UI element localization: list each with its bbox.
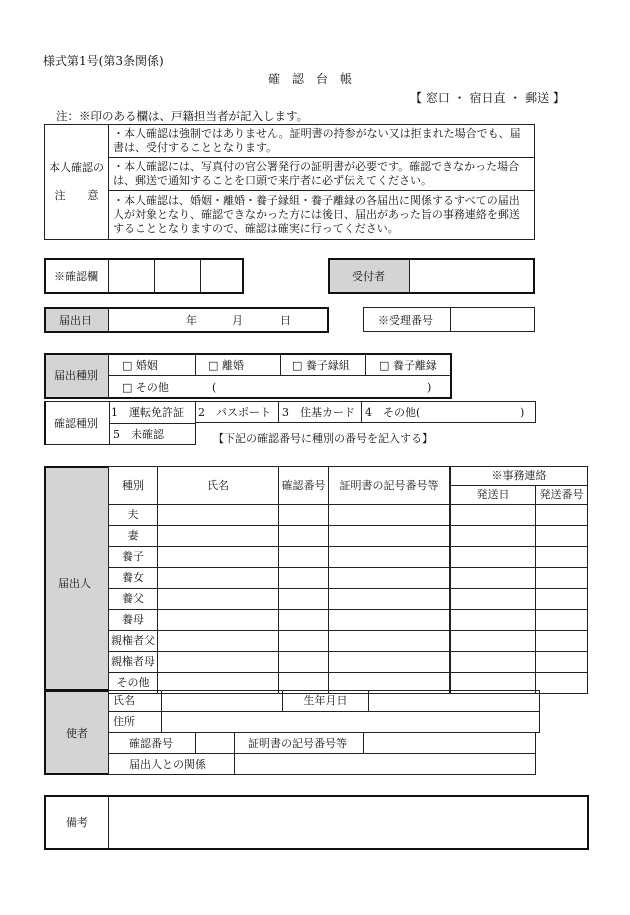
name-cell[interactable] xyxy=(158,589,279,610)
caution-table xyxy=(44,124,535,240)
confirm-box xyxy=(44,258,244,294)
date-month: 月 xyxy=(232,314,243,327)
row-adoptive-mother: 養母 xyxy=(109,610,158,631)
confirm-type-juki[interactable]: 3 住基カード xyxy=(282,406,355,419)
agent-confirm-no-input[interactable] xyxy=(196,733,234,753)
option-adoption[interactable]: □ 養子縁組 xyxy=(292,359,350,372)
agent-relation-label: 届出人との関係 xyxy=(129,758,206,771)
agent-birth-input[interactable] xyxy=(369,691,540,712)
confirm-label: ※確認欄 xyxy=(54,270,98,283)
cert-no-cell[interactable] xyxy=(329,589,450,610)
confirm-type-label: 確認種別 xyxy=(54,417,98,430)
caution-label xyxy=(45,125,109,240)
confirm-cell-3[interactable] xyxy=(200,260,242,292)
date-label-cell xyxy=(46,309,109,331)
caution-item-1: ・本人確認は強制ではありません。証明書の持参がない又は拒まれた場合でも、届書は、受付することとなります。 xyxy=(109,125,535,158)
note-text: 注：※印のある欄は、戸籍担当者が記入します。 xyxy=(56,109,309,123)
agent-confirm-no-label: 確認番号 xyxy=(129,737,173,750)
notification-type-box xyxy=(44,353,452,399)
agent-group-cell xyxy=(44,690,109,775)
row-adopted-daughter: 養女 xyxy=(109,568,158,589)
receiver-box xyxy=(328,258,535,294)
sent-date-cell[interactable] xyxy=(451,589,536,610)
confirm-no-cell[interactable] xyxy=(279,631,329,652)
caution-item-3: ・本人確認は、婚姻・離婚・養子縁組・養子離縁の各届出に関係するすべての届出人が対象となり、確認できなかった方には後日、届出があった旨の事務連絡を郵送することとなりますので、確認は確実に行ってください。 xyxy=(109,191,535,240)
sent-date-cell[interactable] xyxy=(451,631,536,652)
applicant-grid xyxy=(108,466,450,694)
remarks-label: 備考 xyxy=(66,816,88,829)
row-adoptive-father: 養父 xyxy=(109,589,158,610)
receipt-input[interactable] xyxy=(450,308,534,331)
row-guardian-father: 親権者父 xyxy=(109,631,158,652)
notification-type-label: 届出種別 xyxy=(54,369,98,382)
name-cell[interactable] xyxy=(158,547,279,568)
cert-no-cell[interactable] xyxy=(329,505,450,526)
confirm-no-cell[interactable] xyxy=(279,547,329,568)
cert-no-cell[interactable] xyxy=(329,526,450,547)
confirm-no-cell[interactable] xyxy=(279,610,329,631)
option-adoption-dissolution[interactable]: □ 養子離縁 xyxy=(379,359,437,372)
applicant-group-label: 届出人 xyxy=(58,577,91,590)
remarks-input[interactable] xyxy=(110,797,587,848)
cert-no-cell[interactable] xyxy=(329,652,450,673)
name-cell[interactable] xyxy=(158,526,279,547)
agent-confirm-row xyxy=(108,733,536,754)
confirm-cell-2[interactable] xyxy=(154,260,200,292)
sent-no-cell[interactable] xyxy=(536,673,588,694)
sent-no-cell[interactable] xyxy=(536,631,588,652)
sent-date-cell[interactable] xyxy=(451,547,536,568)
cert-no-cell[interactable] xyxy=(329,610,450,631)
form-number: 様式第1号(第3条関係) xyxy=(43,54,164,68)
row-adopted-son: 養子 xyxy=(109,547,158,568)
agent-cert-no-label: 証明書の記号番号等 xyxy=(248,737,347,750)
date-year: 年 xyxy=(186,314,197,327)
agent-grid xyxy=(108,690,540,733)
receiver-label-cell xyxy=(330,260,410,292)
agent-cert-no-input[interactable] xyxy=(364,733,535,753)
date-day: 日 xyxy=(280,314,291,327)
confirm-type-paren-close: ) xyxy=(520,406,525,419)
sent-date-cell[interactable] xyxy=(451,652,536,673)
confirm-no-cell[interactable] xyxy=(279,652,329,673)
receiver-input[interactable] xyxy=(410,260,533,292)
confirm-type-passport[interactable]: 2 パスポート xyxy=(198,406,271,419)
channel-options: 【 窓口 ・ 宿日直 ・ 郵送 】 xyxy=(410,91,565,105)
office-contact-grid xyxy=(450,466,588,694)
header-confirm-no: 確認番号 xyxy=(279,467,329,505)
receipt-label: ※受理番号 xyxy=(378,314,433,327)
name-cell[interactable] xyxy=(158,631,279,652)
row-other: その他 xyxy=(109,673,158,694)
confirm-type-license[interactable]: 1 運転免許証 xyxy=(111,406,184,419)
header-type: 種別 xyxy=(109,467,158,505)
agent-relation-row xyxy=(108,754,536,775)
agent-birth-label: 生年月日 xyxy=(283,691,369,712)
agent-name-label: 氏名 xyxy=(109,691,162,712)
name-cell[interactable] xyxy=(158,652,279,673)
notification-type-label-cell xyxy=(46,355,109,397)
header-cert-no: 証明書の記号番号等 xyxy=(329,467,450,505)
agent-address-label: 住所 xyxy=(109,712,162,733)
cert-no-cell[interactable] xyxy=(329,631,450,652)
option-divorce[interactable]: □ 離婚 xyxy=(208,359,244,372)
receiver-label: 受付者 xyxy=(352,270,385,283)
confirm-type-unconfirmed[interactable]: 5 未確認 xyxy=(113,428,164,441)
date-box xyxy=(44,307,329,333)
date-label: 届出日 xyxy=(59,314,92,327)
sent-no-cell[interactable] xyxy=(536,568,588,589)
row-husband: 夫 xyxy=(109,505,158,526)
sent-no-cell[interactable] xyxy=(536,526,588,547)
name-cell[interactable] xyxy=(158,610,279,631)
agent-label: 使者 xyxy=(66,727,88,740)
option-other[interactable]: □ その他 xyxy=(122,381,169,394)
page-title: 確 認 台 帳 xyxy=(268,72,353,86)
sent-no-cell[interactable] xyxy=(536,505,588,526)
cert-no-cell[interactable] xyxy=(329,568,450,589)
caution-label-line2: 注 意 xyxy=(54,189,99,202)
confirm-no-cell[interactable] xyxy=(279,568,329,589)
sent-date-cell[interactable] xyxy=(451,568,536,589)
confirm-no-cell[interactable] xyxy=(279,589,329,610)
sent-no-cell[interactable] xyxy=(536,652,588,673)
sent-date-cell[interactable] xyxy=(451,505,536,526)
remarks-label-cell xyxy=(46,797,109,848)
header-name: 氏名 xyxy=(158,467,279,505)
confirm-type-other[interactable]: 4 その他( xyxy=(365,406,421,419)
other-paren-open: ( xyxy=(212,381,217,394)
confirm-no-cell[interactable] xyxy=(279,526,329,547)
caution-item-2: ・本人確認には、写真付の官公署発行の証明書が必要です。確認できなかった場合は、郵送で通知することを口頭で来庁者に必ず伝えてください。 xyxy=(109,158,535,191)
option-marriage[interactable]: □ 婚姻 xyxy=(122,359,158,372)
other-paren-close: ) xyxy=(427,381,432,394)
sent-no-cell[interactable] xyxy=(536,547,588,568)
name-cell[interactable] xyxy=(158,505,279,526)
agent-name-input[interactable] xyxy=(162,691,283,712)
row-guardian-mother: 親権者母 xyxy=(109,652,158,673)
sent-no-cell[interactable] xyxy=(536,589,588,610)
sent-date-header: 発送日 xyxy=(451,486,536,505)
sent-no-header: 発送番号 xyxy=(536,486,588,505)
confirm-no-cell[interactable] xyxy=(279,505,329,526)
sent-date-cell[interactable] xyxy=(451,526,536,547)
confirm-type-instruction: 【下記の確認番号に種別の番号を記入する】 xyxy=(213,432,433,445)
row-wife: 妻 xyxy=(109,526,158,547)
remarks-box xyxy=(44,795,589,850)
sent-date-cell[interactable] xyxy=(451,610,536,631)
caution-label-line1: 本人確認の xyxy=(49,161,104,175)
name-cell[interactable] xyxy=(158,568,279,589)
agent-address-input[interactable] xyxy=(162,712,540,733)
agent-relation-input[interactable] xyxy=(235,754,535,774)
sent-no-cell[interactable] xyxy=(536,610,588,631)
confirm-cell-1[interactable] xyxy=(108,260,154,292)
receipt-box xyxy=(363,307,535,332)
office-contact-header: ※事務連絡 xyxy=(451,467,588,486)
cert-no-cell[interactable] xyxy=(329,547,450,568)
